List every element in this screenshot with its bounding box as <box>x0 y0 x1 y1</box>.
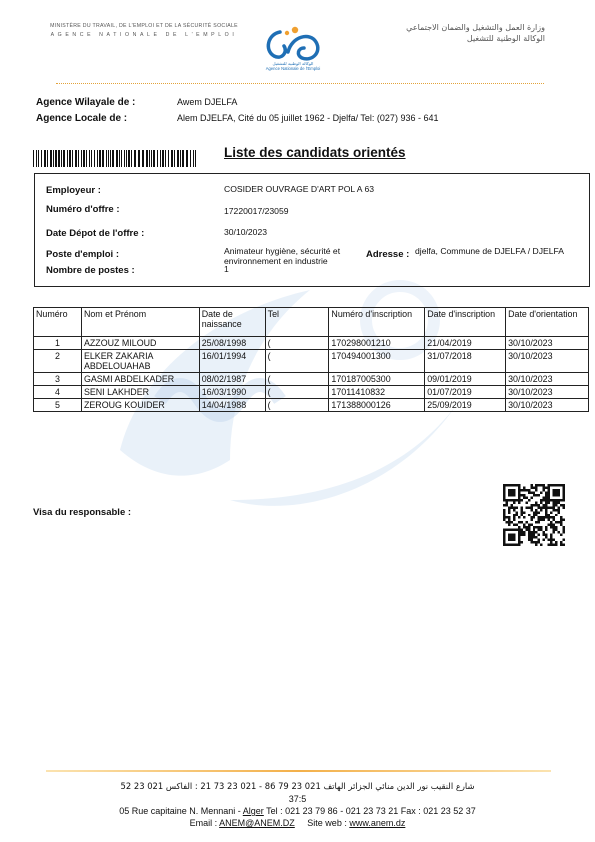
cell-name: GASMI ABDELKADER <box>81 373 199 386</box>
table-row <box>34 386 589 399</box>
logo-caption <box>250 61 336 71</box>
cell-tel: ( <box>265 350 329 373</box>
barcode <box>33 150 198 167</box>
offer-number-label: Numéro d'offre : <box>46 204 120 215</box>
cell-registration-date: 01/07/2019 <box>425 386 506 399</box>
positions-count-value: 1 <box>224 264 229 274</box>
footer-divider <box>46 770 551 772</box>
deposit-date-label: Date Dépot de l'offre : <box>46 228 145 239</box>
agency-wilayale-label: Agence Wilayale de : <box>36 97 136 108</box>
cell-number: 4 <box>34 386 82 399</box>
footer-address-city: Alger <box>242 806 264 816</box>
offer-number-value: 17220017/23059 <box>224 206 289 216</box>
address-label: Adresse : <box>366 249 410 260</box>
table-header-row <box>34 308 589 337</box>
footer-contact <box>40 818 555 828</box>
cell-birth-date: 16/03/1990 <box>199 386 265 399</box>
logo-caption-fr: Agence Nationale de l'Emploi <box>265 66 321 71</box>
cell-birth-date: 25/08/1998 <box>199 337 265 350</box>
cell-registration-number: 170298001210 <box>329 337 425 350</box>
cell-name: ZEROUG KOUIDER <box>81 399 199 412</box>
cell-birth-date: 14/04/1988 <box>199 399 265 412</box>
candidates-table <box>33 307 589 412</box>
agency-wilayale-value: Awem DJELFA <box>177 97 238 107</box>
cell-tel: ( <box>265 399 329 412</box>
cell-orientation-date: 30/10/2023 <box>506 399 589 412</box>
table-row <box>34 373 589 386</box>
footer-website-link[interactable]: www.anem.dz <box>349 818 406 828</box>
footer-email-link[interactable]: ANEM@ANEM.DZ <box>219 818 295 828</box>
deposit-date-value: 30/10/2023 <box>224 227 268 237</box>
col-header-name: Nom et Prénom <box>81 308 199 337</box>
col-header-orientation-date: Date d'orientation <box>506 308 589 337</box>
cell-registration-number: 170187005300 <box>329 373 425 386</box>
cell-registration-date: 09/01/2019 <box>425 373 506 386</box>
ministry-fr-line2: AGENCE NATIONALE DE L'EMPLOI <box>50 32 238 38</box>
cell-name: SENI LAKHDER <box>81 386 199 399</box>
col-header-registration-date: Date d'inscription <box>425 308 506 337</box>
cell-registration-number: 17011410832 <box>329 386 425 399</box>
table-row <box>34 399 589 412</box>
position-value: Animateur hygiène, sécurité et environnement en industrie <box>224 246 341 266</box>
qr-code <box>503 484 565 546</box>
ministry-header-ar <box>345 22 545 44</box>
footer-address-prefix: 05 Rue capitaine N. Mennani - <box>119 806 243 816</box>
visa-label: Visa du responsable : <box>33 507 132 518</box>
footer-email-label: Email : <box>189 818 220 828</box>
cell-registration-date: 31/07/2018 <box>425 350 506 373</box>
ministry-ar-line1: وزارة العمل والتشغيل والضمان الاجتماعي <box>406 23 545 32</box>
cell-registration-number: 170494001300 <box>329 350 425 373</box>
cell-birth-date: 08/02/1987 <box>199 373 265 386</box>
cell-number: 2 <box>34 350 82 373</box>
footer-arabic-address: شارع النقيب نور الدين منائي الجزائر الهاتف 021 23 79 86 - 021 23 73 21 : الفاكس 021 23 52 <box>120 781 475 791</box>
employer-label: Employeur : <box>46 185 101 196</box>
footer-arabic-address-cont: 37:5 <box>288 794 307 804</box>
cell-orientation-date: 30/10/2023 <box>506 350 589 373</box>
offer-details-box <box>34 173 590 287</box>
logo-caption-ar: الوكالة الوطنية للتشغيل <box>272 61 314 66</box>
cell-orientation-date: 30/10/2023 <box>506 386 589 399</box>
cell-tel: ( <box>265 337 329 350</box>
cell-birth-date: 16/01/1994 <box>199 350 265 373</box>
col-header-birth-date: Date de naissance <box>199 308 265 337</box>
ministry-ar-line2: الوكالة الوطنية للتشغيل <box>466 34 545 43</box>
footer-site-label: Site web : <box>294 818 350 828</box>
ministry-header-fr <box>44 22 244 40</box>
col-header-number: Numéro <box>34 308 82 337</box>
position-label: Poste d'emploi : <box>46 249 119 260</box>
cell-orientation-date: 30/10/2023 <box>506 337 589 350</box>
agency-locale-value: Alem DJELFA, Cité du 05 juillet 1962 - Djelfa/ Tel: (027) 936 - 641 <box>177 113 439 123</box>
employer-value: COSIDER OUVRAGE D'ART POL A 63 <box>224 184 375 194</box>
cell-registration-date: 25/09/2019 <box>425 399 506 412</box>
positions-count-label: Nombre de postes : <box>46 265 135 276</box>
cell-number: 1 <box>34 337 82 350</box>
col-header-registration-number: Numéro d'inscription <box>329 308 425 337</box>
cell-name: AZZOUZ MILOUD <box>81 337 199 350</box>
header-divider <box>56 83 544 84</box>
footer-address <box>40 806 555 816</box>
cell-tel: ( <box>265 373 329 386</box>
col-header-tel: Tel <box>265 308 329 337</box>
cell-orientation-date: 30/10/2023 <box>506 373 589 386</box>
cell-name: ELKER ZAKARIA ABDELOUAHAB <box>81 350 199 373</box>
agency-locale-label: Agence Locale de : <box>36 113 128 124</box>
cell-number: 3 <box>34 373 82 386</box>
cell-number: 5 <box>34 399 82 412</box>
cell-tel: ( <box>265 386 329 399</box>
document-title: Liste des candidats orientés <box>224 145 406 160</box>
table-row <box>34 337 589 350</box>
ministry-fr-line1: MINISTÈRE DU TRAVAIL, DE L'EMPLOI ET DE LA SÉCURITÉ SOCIALE <box>50 23 238 29</box>
table-row <box>34 350 589 373</box>
cell-registration-number: 171388000126 <box>329 399 425 412</box>
footer-address-suffix: Tel : 021 23 79 86 - 021 23 73 21 Fax : 021 23 52 37 <box>263 806 476 816</box>
cell-registration-date: 21/04/2019 <box>425 337 506 350</box>
address-value: djelfa, Commune de DJELFA / DJELFA <box>415 246 565 256</box>
